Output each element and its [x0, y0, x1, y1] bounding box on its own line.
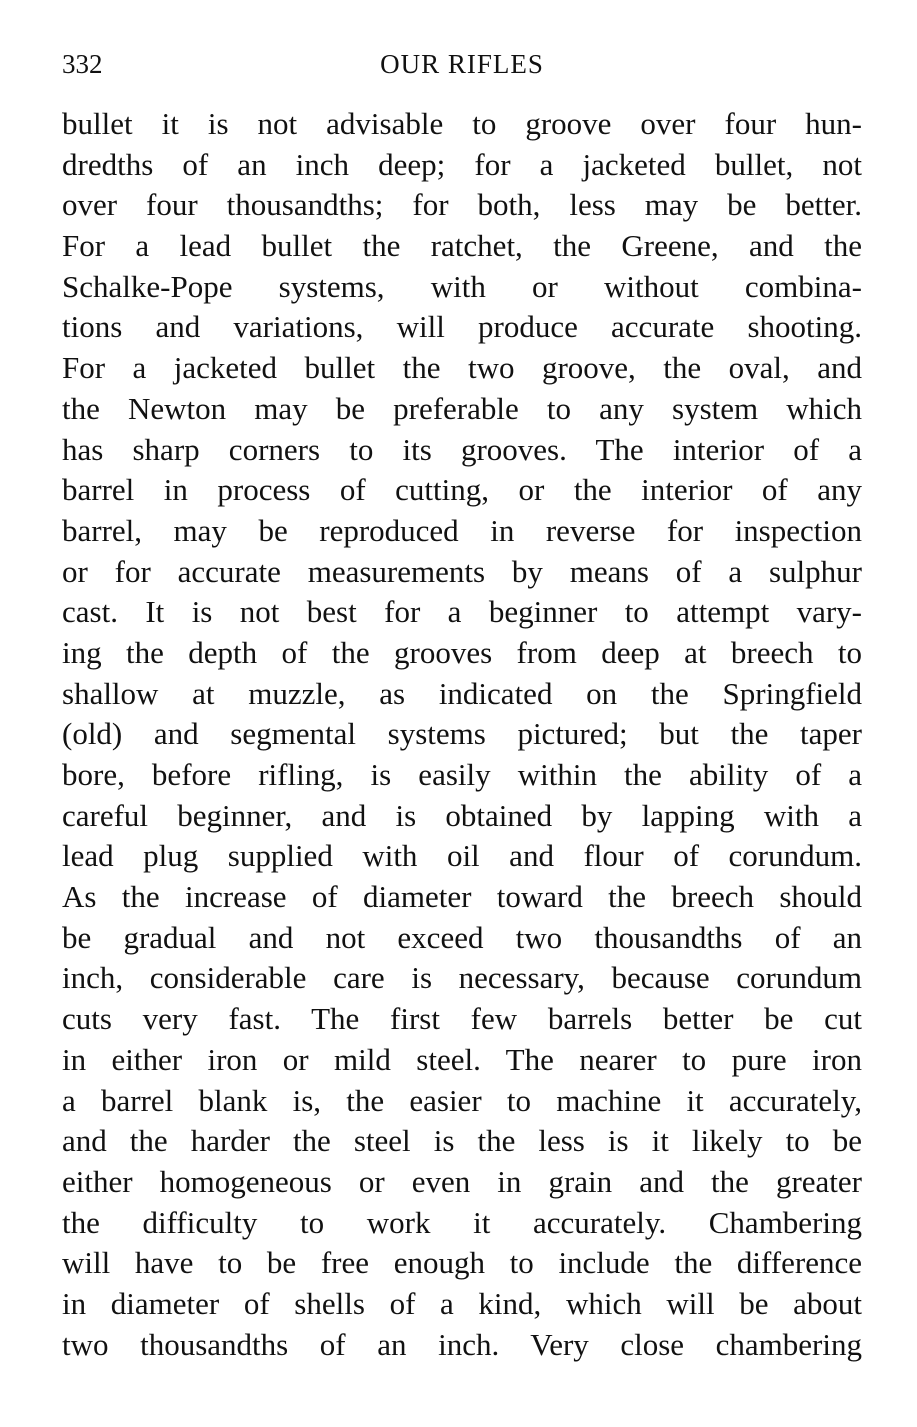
text-line: bore, before rifling, is easily within the ability of a	[62, 757, 862, 792]
text-line: will have to be free enough to include the difference	[62, 1245, 862, 1281]
text-line: two thousandths of an inch. Very close chambering	[62, 1326, 862, 1362]
text-line: bullet it is not advisable to groove over four hun-	[62, 106, 862, 141]
text-line: be gradual and not exceed two thousandths of an	[62, 919, 862, 955]
text-line: tions and variations, will produce accurate shooting.	[62, 309, 862, 345]
text-line: For a jacketed bullet the two groove, the oval, and	[62, 350, 862, 386]
text-line: a barrel blank is, the easier to machine it accurately,	[62, 1082, 862, 1118]
page-number: 332	[62, 49, 103, 79]
text-line: barrel, may be reproduced in reverse for inspection	[62, 512, 862, 548]
text-line: shallow at muzzle, as indicated on the Springfield	[62, 675, 862, 711]
text-line: inch, considerable care is necessary, because corundum	[62, 960, 862, 996]
text-line: and the harder the steel is the less is it likely to be	[62, 1123, 862, 1159]
text-line: in either iron or mild steel. The nearer to pure iron	[62, 1041, 862, 1077]
text-line: cuts very fast. The first few barrels better be cut	[62, 1001, 862, 1037]
text-line: the difficulty to work it accurately. Chambering	[62, 1204, 862, 1240]
text-line: For a lead bullet the ratchet, the Greene, and the	[62, 228, 862, 264]
text-line: ing the depth of the grooves from deep at breech to	[62, 634, 862, 670]
text-line: over four thousandths; for both, less may be better.	[62, 187, 862, 223]
text-line: either homogeneous or even in grain and the greater	[62, 1163, 862, 1199]
page-header	[62, 46, 862, 82]
text-line: in diameter of shells of a kind, which will be about	[62, 1285, 862, 1321]
text-line: or for accurate measurements by means of a sulphur	[62, 553, 862, 589]
text-line: barrel in process of cutting, or the interior of any	[62, 472, 862, 508]
text-line: (old) and segmental systems pictured; but the taper	[62, 716, 862, 752]
text-line: As the increase of diameter toward the breech should	[62, 879, 862, 915]
text-line: has sharp corners to its grooves. The interior of a	[62, 431, 862, 467]
body-text	[62, 104, 862, 1365]
text-line: cast. It is not best for a beginner to attempt vary-	[62, 594, 862, 630]
text-line: the Newton may be preferable to any system which	[62, 390, 862, 426]
text-line: dredths of an inch deep; for a jacketed bullet, not	[62, 146, 862, 182]
text-line: careful beginner, and is obtained by lapping with a	[62, 797, 862, 833]
running-title: OUR RIFLES	[380, 49, 544, 79]
text-line: Schalke-Pope systems, with or without combina-	[62, 268, 862, 304]
text-line: lead plug supplied with oil and flour of corundum.	[62, 838, 862, 874]
